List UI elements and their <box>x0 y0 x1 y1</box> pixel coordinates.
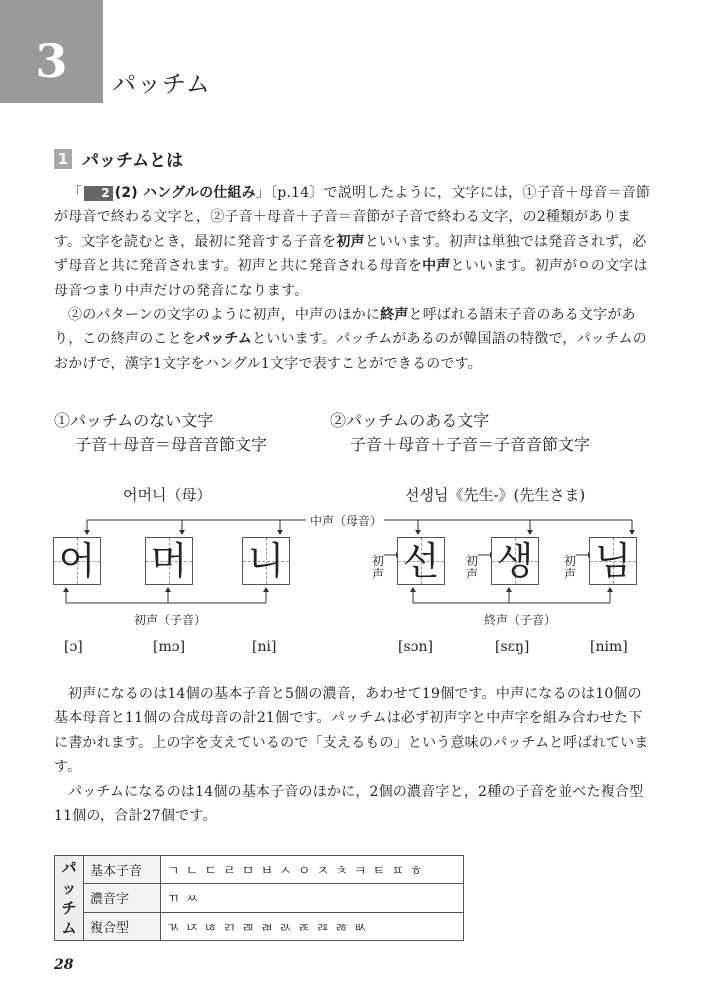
term-batchim: パッチム <box>196 331 253 348</box>
right-formula: 子音＋母音＋子音＝子音音節文字 <box>350 435 591 454</box>
body-paragraph-2: パッチムになるのは14個の基本子音のほかに，2個の濃音字と，2種の子音を並べた複合型11個の，合計27個です。 <box>54 783 644 825</box>
table-kind-cell: 濃音字 <box>84 884 161 912</box>
final-label: 終声（子音） <box>484 613 557 627</box>
table-values-cell: ㄲ ㅆ <box>161 884 464 912</box>
ipa-label: [sɔn] <box>398 639 433 655</box>
char-box <box>397 537 445 585</box>
section-number: 1 <box>54 149 72 169</box>
ipa-label: [sɛŋ] <box>495 639 530 655</box>
initial-small-label: 初声 <box>563 554 576 581</box>
batchim-table <box>54 855 464 941</box>
right-example-word: 선생님《先生-》(先生さま) <box>405 486 586 504</box>
initial-small-label: 初声 <box>465 554 478 581</box>
term-medial: 中声 <box>422 258 451 275</box>
ipa-label: [mɔ] <box>153 639 186 655</box>
ipa-label: [nim] <box>590 639 628 655</box>
table-row <box>55 856 464 884</box>
table-row <box>55 912 464 940</box>
section-title: パッチムとは <box>82 151 184 171</box>
term-initial: 初声 <box>336 233 365 250</box>
reference-number: 2 <box>84 186 113 201</box>
intro-paragraph-2: ②のパターンの文字のように初声，中声のほかに終声と呼ばれる語末子音のある文字があり，この終声のことをパッチムといいます。パッチムがあるのが韓国語の特徴で，パッチムのおかげで，漢字1文字をハングル1文字で表すことができるのです。 <box>54 307 647 372</box>
hangul-char: 님 <box>594 539 632 583</box>
table-kind-cell: 基本子音 <box>84 856 161 884</box>
hangul-char: 어 <box>58 539 96 583</box>
term-final: 終声 <box>380 307 409 324</box>
char-box <box>242 537 290 585</box>
hangul-char: 머 <box>150 539 188 583</box>
table-side-label: パ ッ チ ム <box>55 856 84 941</box>
table-values-cell: ㄳ ㄵ ㄶ ㄺ ㄻ ㄼ ㄽ ㄾ ㄿ ㅀ ㅄ <box>161 912 464 940</box>
reference-title: (2) ハングルの仕組み <box>114 185 256 201</box>
intro-paragraph-1: 「 2 (2) ハングルの仕組み」〔p.14〕で説明したように，文字には，①子音＋母音＝音節が母音で終わる文字と，②子音＋母音＋子音＝音節が子音で終わる文字，の2種類があります。文字を読むとき，最初に発音する子音を初声といいます。初声は単独では発音されず，必ず母音と共に発音されます。初声と共に発音される母音を中声といいます。初声がㅇの文字は母音つまり中声だけの発音になります。 <box>54 185 651 299</box>
initial-small-label: 初声 <box>371 554 384 581</box>
char-box <box>145 537 193 585</box>
body-paragraph-1: 初声になるのは14個の基本子音と5個の濃音，あわせて19個です。中声になるのは10個の基本母音と11個の合成母音の計21個です。パッチムは必ず初声字と中声字を組み合わせた下に書かれます。上の字を支えているので「支えるもの」という意味のパッチムと呼ばれています。 <box>54 686 649 776</box>
body-text <box>54 682 654 828</box>
char-box <box>589 537 637 585</box>
hangul-char: 생 <box>496 539 534 583</box>
left-formula: 子音＋母音＝母音音節文字 <box>75 435 268 454</box>
hangul-char: 니 <box>247 539 285 583</box>
chapter-title: パッチム <box>112 70 211 98</box>
table-kind-cell: 複合型 <box>84 912 161 940</box>
left-example-word: 어머니（母） <box>123 486 212 504</box>
chapter-number: 3 <box>35 33 68 88</box>
char-box <box>53 537 101 585</box>
table-row <box>55 884 464 912</box>
ipa-label: [ni] <box>252 639 277 655</box>
hangul-char: 선 <box>402 539 440 583</box>
initial-label: 初声（子音） <box>134 613 207 627</box>
page-number: 28 <box>54 957 74 973</box>
medial-label: 中声（母音） <box>310 514 383 528</box>
left-heading: ①パッチムのない文字 <box>54 411 214 430</box>
table-values-cell: ㄱ ㄴ ㄷ ㄹ ㅁ ㅂ ㅅ ㅇ ㅈ ㅊ ㅋ ㅌ ㅍ ㅎ <box>161 856 464 884</box>
ipa-label: [ɔ] <box>64 639 83 655</box>
char-box <box>491 537 539 585</box>
right-heading: ②パッチムのある文字 <box>330 411 490 430</box>
